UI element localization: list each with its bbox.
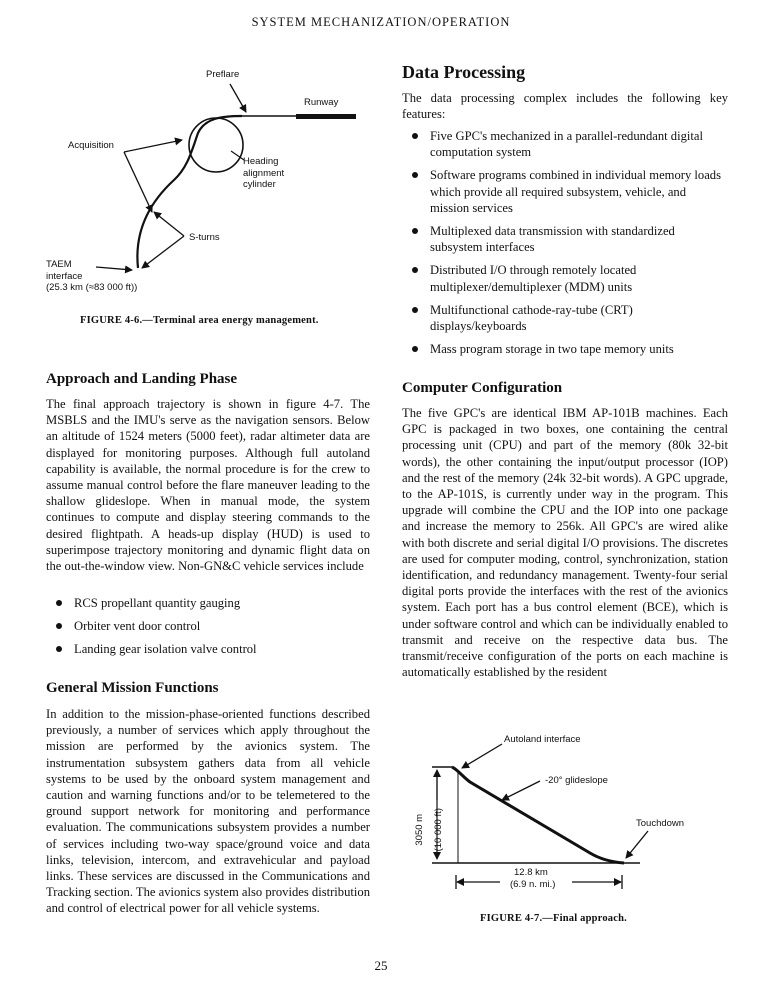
cylinder-label-line-2: alignment bbox=[243, 167, 285, 179]
s-turns-label: S-turns bbox=[189, 232, 220, 243]
general-mission-functions-heading: General Mission Functions bbox=[46, 680, 219, 696]
list-item-text: RCS propellant quantity gauging bbox=[74, 596, 241, 610]
computer-configuration-heading: Computer Configuration bbox=[402, 380, 563, 396]
list-item-text: Distributed I/O through remotely located multiplexer/demultiplexer (MDM) units bbox=[430, 263, 637, 294]
taem-label-line-3: (25.3 km (≈83 000 ft)) bbox=[46, 282, 138, 293]
distance-km-label: 12.8 km bbox=[514, 867, 548, 878]
preflare-label: Preflare bbox=[206, 69, 240, 80]
cylinder-label-line-3: cylinder bbox=[243, 179, 276, 190]
approach-landing-heading: Approach and Landing Phase bbox=[46, 371, 238, 387]
autoland-arrow bbox=[462, 744, 502, 768]
page-number: 25 bbox=[374, 958, 388, 973]
approach-landing-paragraph: The final approach trajectory is shown in figure 4-7. The MSBLS and the IMU's serve as the navigation sensors. Below an altitude of 1524 meters (5000 feet), radar altimeter data are displayed for monitoring purposes. Although full autoland capability is available, the normal procedure is for the crew to assume manual control before the flare maneuver leading to the shallow glideslope. When in manual mode, the system continues to compute and display steering commands to the desired flightpath. A heads-up display (HUD) is used to superimpose trajectory monitoring and dynamic flight data on the out-the-window view. Non-GN&C vehicle services include bbox=[46, 397, 370, 574]
glideslope-label: -20° glideslope bbox=[545, 775, 608, 786]
data-processing-intro: The data processing complex includes the following key features: bbox=[402, 91, 728, 122]
distance-nmi-label: (6.9 n. mi.) bbox=[510, 879, 556, 890]
height-m-label: 3050 m bbox=[414, 813, 426, 846]
figure-4-6-caption: FIGURE 4-6.—Terminal area energy management. bbox=[80, 315, 319, 326]
list-item-text: Five GPC's mechanized in a parallel-redundant digital computation system bbox=[430, 129, 703, 160]
figure-4-7-caption: FIGURE 4-7.—Final approach. bbox=[480, 913, 627, 924]
data-processing-heading: Data Processing bbox=[402, 62, 526, 82]
autoland-interface-label: Autoland interface bbox=[504, 734, 581, 745]
running-head: SYSTEM MECHANIZATION/OPERATION bbox=[251, 15, 511, 29]
runway-label: Runway bbox=[304, 97, 339, 108]
list-item-text: Landing gear isolation valve control bbox=[74, 642, 257, 657]
list-item-text: Multiplexed data transmission with standardized subsystem interfaces bbox=[430, 224, 675, 255]
acquisition-label: Acquisition bbox=[68, 140, 114, 151]
computer-configuration-paragraph: The five GPC's are identical IBM AP-101B machines. Each GPC is packaged in two boxes, one containing the central processing unit (CPU) and part of the memory (80k 32-bit words), the other containing the input/output processor (IOP) and the rest of the memory (24k 32-bit words). A GPC upgrade, to the AP-101S, is currently under way in the program. This upgrade will combine the CPU and the IOP into one package and increase the memory to 256k. All GPC's are wired alike with both discrete and serial digital I/O provisions. The discretes are used for computer moding, control, synchronization, station identification, and redundancy management. Twenty-four serial digital ports provide the interfaces with the rest of the avionics system. Each port has a bus control element (BCE), which is under software control and which can be individually enabled to transmit and receive on the respective data bus. The transmit/receive configuration of the ports on each machine is automatically established by the resident bbox=[402, 406, 728, 680]
touchdown-label: Touchdown bbox=[636, 818, 685, 829]
list-item-text: Orbiter vent door control bbox=[74, 619, 201, 634]
height-ft-label: (10 000 ft) bbox=[432, 808, 444, 852]
general-mission-functions-paragraph: In addition to the mission-phase-oriented functions described previously, a number of services which apply throughout the mission are performed by the avionics system. The instrumentation subsystem gathers data from all vehicle systems to be used by the onboard system management and caution and warning functions and/or to be telemetered to the ground support network for monitoring and performance evaluation. The communications subsystem provides a number of services including two-way space/ground voice and data links, television, intercom, and extravehicular and payload links. These services are discussed in the Communications and Tracking section. The avionics system also provides distribution and control of electrical power for all vehicle systems. bbox=[46, 707, 370, 916]
height-labels bbox=[416, 800, 456, 860]
list-item-text: Software programs combined in individual memory loads which provide all required subsystem, vehicle, and mission services bbox=[430, 168, 721, 215]
glideslope-arrow bbox=[502, 781, 540, 800]
taem-label-line-2: interface bbox=[46, 270, 83, 282]
list-item-text: Mass program storage in two tape memory units bbox=[430, 342, 674, 357]
touchdown-arrow bbox=[626, 831, 648, 858]
list-item-text: Multifunctional cathode-ray-tube (CRT) displays/keyboards bbox=[430, 302, 633, 334]
taem-label-line-1: TAEM bbox=[46, 259, 72, 270]
cylinder-label-line-1: Heading bbox=[243, 156, 279, 167]
